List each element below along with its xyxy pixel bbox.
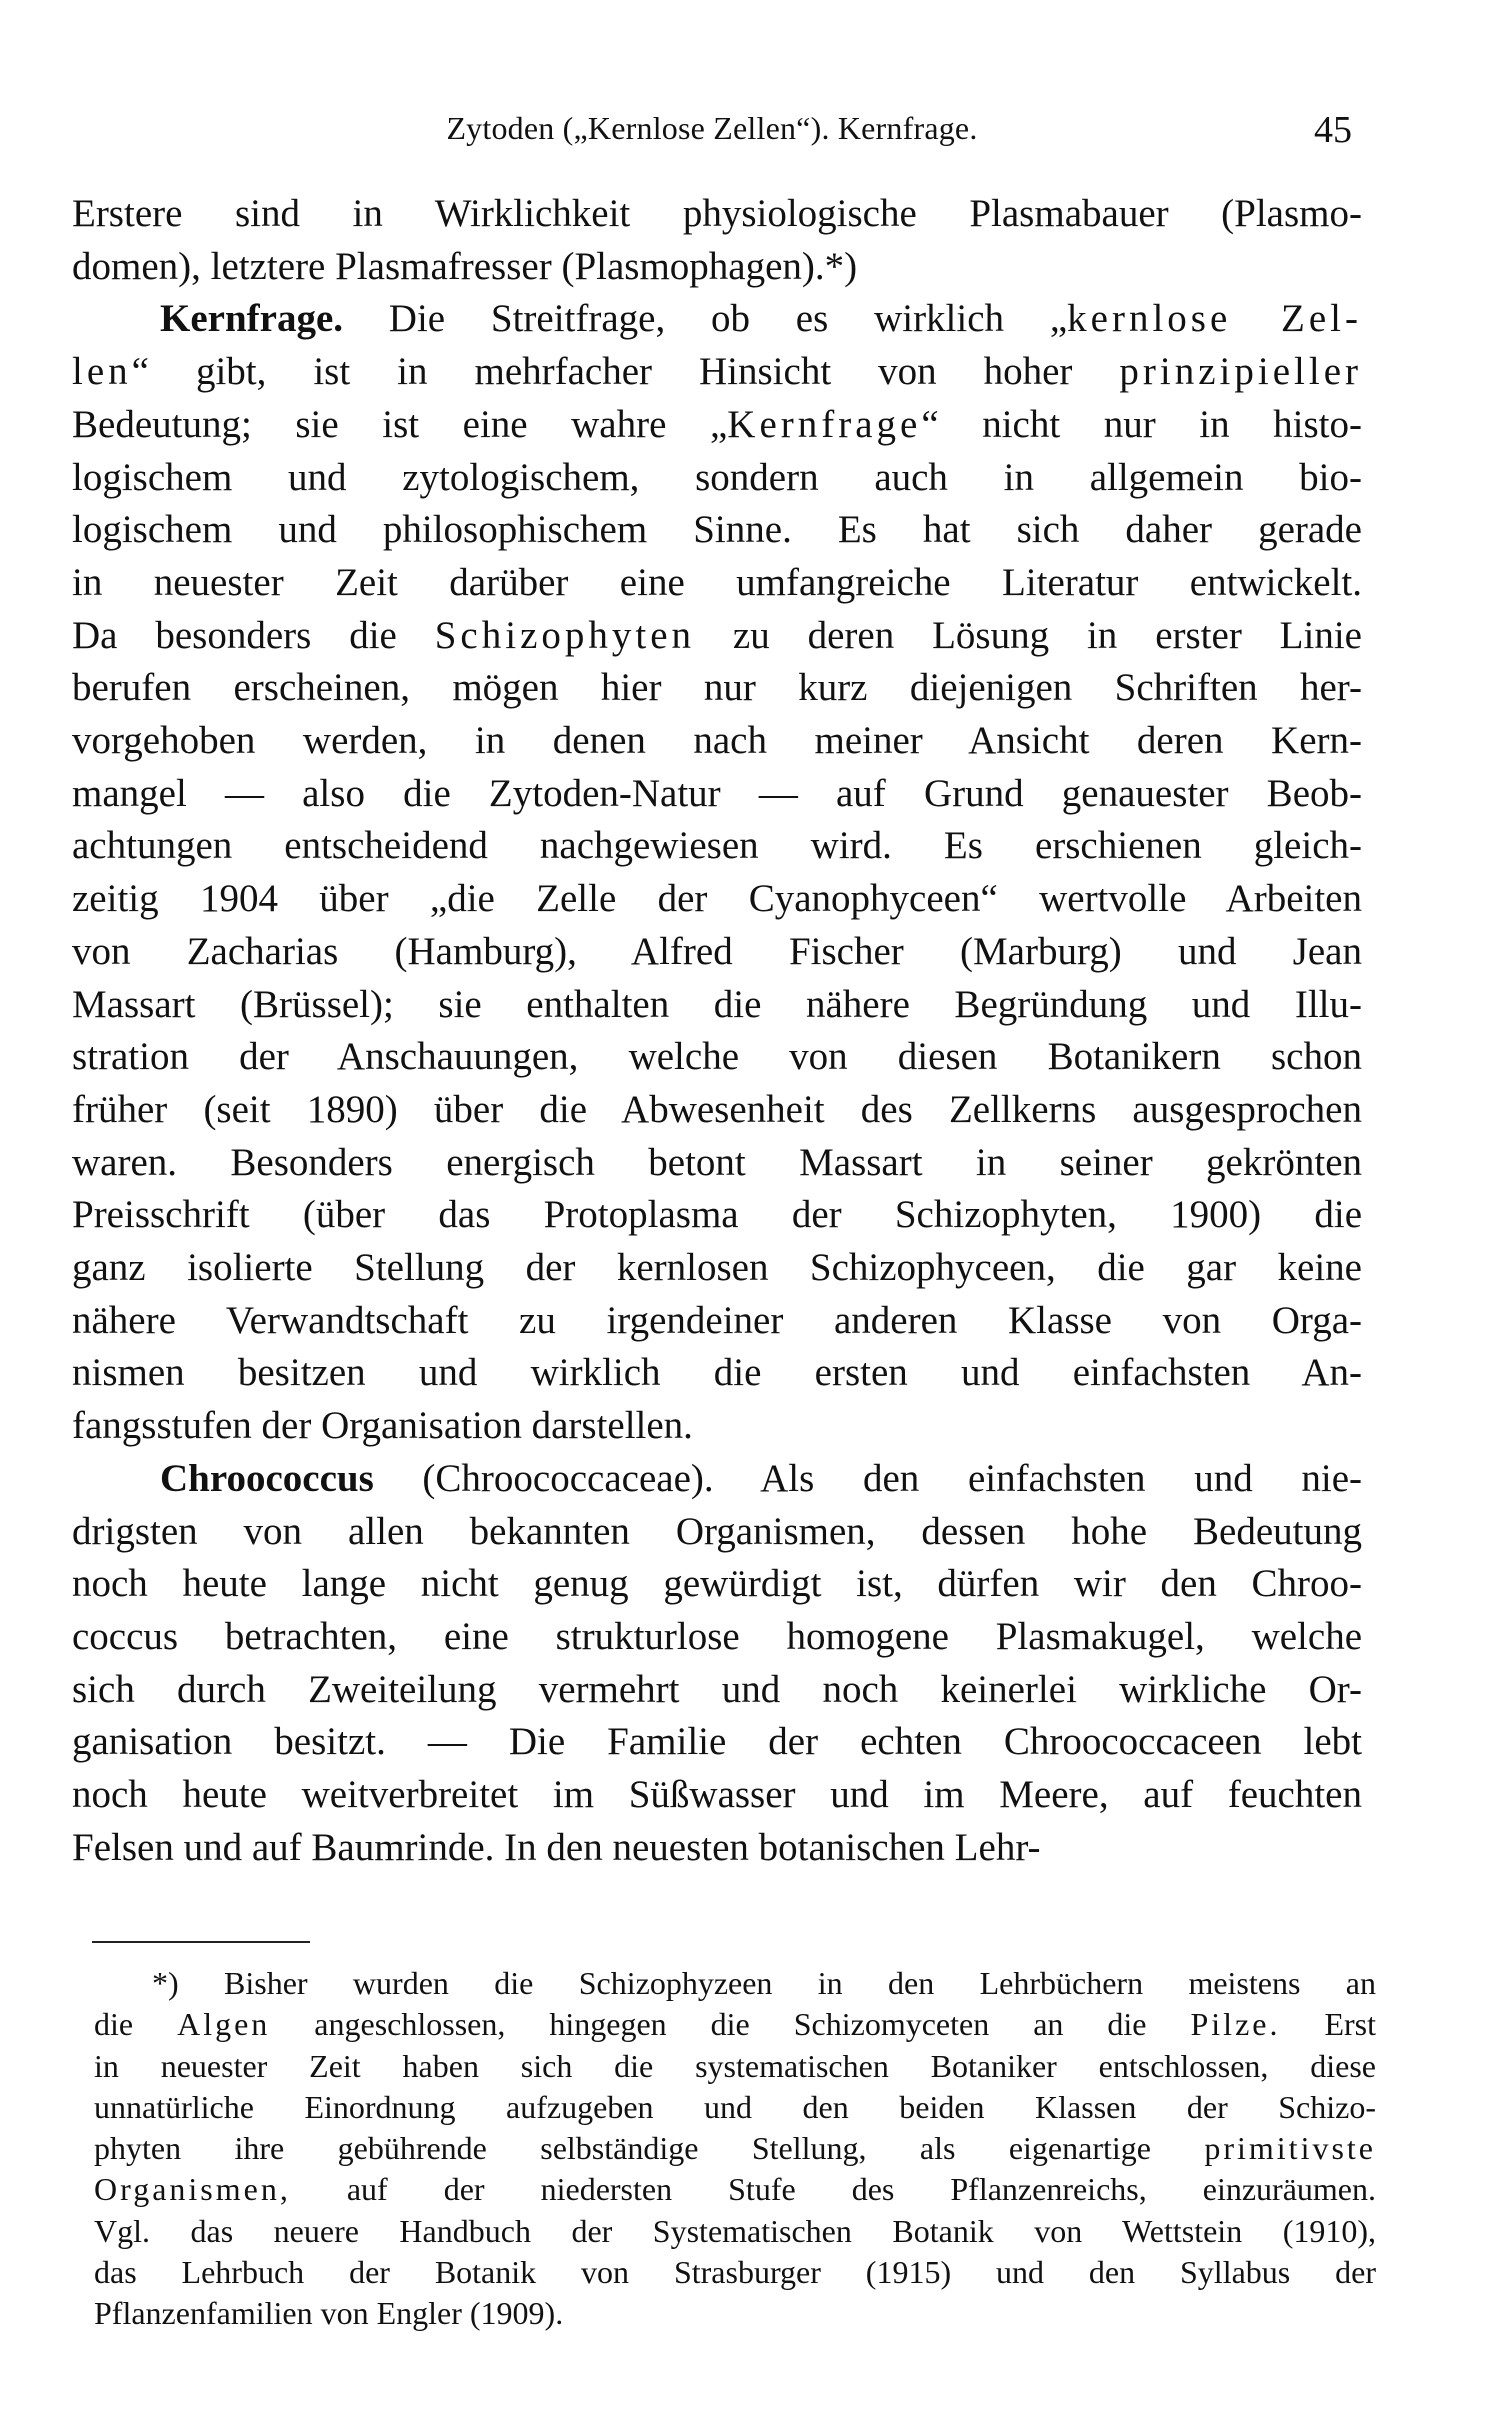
text-run: noch heute lange nicht genug gewürdigt ist, dürfen wir den Chroo- — [72, 1562, 1362, 1606]
text-run: zu deren Lösung in erster Linie — [695, 613, 1362, 657]
text-run: nismen besitzen und wirklich die ersten und einfachsten An- — [72, 1351, 1362, 1395]
text-run: unnatürliche Einordnung aufzugeben und den beiden Klassen der Schizo- — [94, 2088, 1376, 2125]
text-run: coccus betrachten, eine strukturlose homogene Plasmakugel, welche — [72, 1614, 1362, 1658]
text-line — [72, 1558, 1362, 1611]
text-run: Pflanzenfamilien von Engler (1909). — [94, 2295, 564, 2332]
text-line — [72, 557, 1362, 610]
text-line — [72, 1664, 1362, 1717]
bold-run-in-heading: Chroococcus — [160, 1456, 374, 1500]
text-line — [72, 979, 1362, 1032]
text-run: (Chroococcaceae). Als den einfachsten und nie- — [373, 1456, 1362, 1500]
spaced-emphasis: len — [72, 350, 132, 394]
footnote-line — [94, 2169, 1376, 2210]
body-text — [72, 188, 1362, 1875]
bold-run-in-heading: Kernfrage. — [160, 297, 344, 341]
text-line — [72, 926, 1362, 979]
text-run: achtungen entscheidend nachgewiesen wird. Es erschienen gleich- — [72, 824, 1362, 868]
spaced-emphasis: Kernfrage — [727, 402, 922, 446]
text-line — [72, 610, 1362, 663]
footnote-separator — [92, 1941, 310, 1943]
text-line — [72, 399, 1362, 452]
text-run: ganisation besitzt. — Die Familie der echten Chroococcaceen lebt — [72, 1720, 1362, 1764]
text-run: in neuester Zeit darüber eine umfangreiche Literatur entwickelt. — [72, 560, 1362, 604]
text-run: Massart (Brüssel); sie enthalten die nähere Begründung und Illu- — [72, 982, 1362, 1026]
text-run: logischem und philosophischem Sinne. Es hat sich daher gerade — [72, 508, 1362, 552]
text-line — [72, 715, 1362, 768]
text-run: domen), letztere Plasmafresser (Plasmophagen).*) — [72, 244, 858, 288]
page-number: 45 — [1314, 109, 1352, 151]
text-run: Vgl. das neuere Handbuch der Systematischen Botanik von Wettstein (1910), — [94, 2212, 1376, 2249]
text-run: “ nicht nur in histo- — [921, 402, 1363, 446]
spaced-emphasis: kernlose Zel- — [1067, 297, 1362, 341]
footnote-line — [94, 1963, 1376, 2004]
running-head — [72, 110, 1352, 166]
text-line — [72, 1506, 1362, 1559]
text-run: von Zacharias (Hamburg), Alfred Fischer (Marburg) und Jean — [72, 929, 1362, 973]
text-run: das Lehrbuch der Botanik von Strasburger (1915) und den Syllabus der — [94, 2254, 1376, 2291]
footnote-line — [94, 2087, 1376, 2128]
text-run: fangsstufen der Organisation darstellen. — [72, 1404, 693, 1448]
text-run: logischem und zytologischem, sondern auch in allgemein bio- — [72, 455, 1362, 499]
text-run: Die Streitfrage, ob es wirklich „ — [343, 297, 1068, 341]
text-line — [72, 1189, 1362, 1242]
text-line — [72, 241, 1362, 294]
text-line — [72, 188, 1362, 241]
spaced-emphasis: prinzipieller — [1119, 350, 1362, 394]
footnote-line — [94, 2046, 1376, 2087]
text-line — [72, 1769, 1362, 1822]
text-line — [72, 1295, 1362, 1348]
text-run: Erst — [1280, 2006, 1377, 2043]
spaced-emphasis: Schizophyten — [434, 613, 696, 657]
text-run: Preisschrift (über das Protoplasma der Schizophyten, 1900) die — [72, 1193, 1362, 1237]
text-line — [72, 293, 1362, 346]
text-run: Felsen und auf Baumrinde. In den neuesten botanischen Lehr- — [72, 1825, 1041, 1869]
text-run: auf der niedersten Stufe des Pflanzenreichs, einzuräumen. — [290, 2171, 1376, 2208]
footnote — [94, 1963, 1376, 2335]
spaced-emphasis: Pilze. — [1190, 2006, 1281, 2043]
text-run: angeschlossen, hingegen die Schizomyceten an die — [270, 2006, 1191, 2043]
text-run: drigsten von allen bekannten Organismen, dessen hohe Bedeutung — [72, 1509, 1362, 1553]
text-run: in neuester Zeit haben sich die systematischen Botaniker entschlossen, diese — [94, 2047, 1376, 2084]
footnote-line — [94, 2252, 1376, 2293]
text-run: stration der Anschauungen, welche von diesen Botanikern schon — [72, 1035, 1362, 1079]
text-run: waren. Besonders energisch betont Massart in seiner gekrönten — [72, 1140, 1362, 1184]
text-line — [72, 873, 1362, 926]
text-run: noch heute weitverbreitet im Süßwasser und im Meere, auf feuchten — [72, 1773, 1362, 1817]
text-line — [72, 1031, 1362, 1084]
footnote-line — [94, 2293, 1376, 2334]
spaced-emphasis: Organismen, — [94, 2171, 291, 2208]
text-run: Erstere sind in Wirklichkeit physiologische Plasmabauer (Plasmo- — [72, 192, 1362, 235]
text-line — [72, 504, 1362, 557]
text-run: berufen erscheinen, mögen hier nur kurz diejenigen Schriften her- — [72, 666, 1362, 710]
text-line — [72, 820, 1362, 873]
text-run: zeitig 1904 über „die Zelle der Cyanophyceen“ wertvolle Arbeiten — [72, 877, 1362, 921]
text-run: Da besonders die — [72, 613, 435, 657]
footnote-line — [94, 2128, 1376, 2169]
text-line — [72, 1453, 1362, 1506]
text-run: “ gibt, ist in mehrfacher Hinsicht von hoher — [131, 350, 1120, 394]
text-run: die — [94, 2006, 178, 2043]
text-run: phyten ihre gebührende selbständige Stellung, als eigenartige — [94, 2130, 1205, 2167]
spaced-emphasis: primitivste — [1204, 2130, 1376, 2167]
text-line — [72, 1822, 1362, 1875]
text-line — [72, 346, 1362, 399]
text-run: sich durch Zweiteilung vermehrt und noch keinerlei wirkliche Or- — [72, 1667, 1362, 1711]
text-line — [72, 1084, 1362, 1137]
text-line — [72, 452, 1362, 505]
text-run: *) Bisher wurden die Schizophyzeen in den Lehrbüchern meistens an — [152, 1965, 1376, 2001]
text-run: Bedeutung; sie ist eine wahre „ — [72, 402, 728, 446]
running-title: Zytoden („Kernlose Zellen“). Kernfrage. — [446, 110, 978, 146]
text-line — [72, 1716, 1362, 1769]
text-run: ganz isolierte Stellung der kernlosen Schizophyceen, die gar keine — [72, 1246, 1362, 1290]
text-line — [72, 662, 1362, 715]
text-run: früher (seit 1890) über die Abwesenheit des Zellkerns ausgesprochen — [72, 1087, 1362, 1131]
text-run: nähere Verwandtschaft zu irgendeiner anderen Klasse von Orga- — [72, 1298, 1362, 1342]
text-run: mangel — also die Zytoden-Natur — auf Grund genauester Beob- — [72, 771, 1362, 815]
text-line — [72, 1347, 1362, 1400]
text-line — [72, 1137, 1362, 1190]
footnote-line — [94, 2211, 1376, 2252]
text-line — [72, 1611, 1362, 1664]
text-run: vorgehoben werden, in denen nach meiner Ansicht deren Kern- — [72, 719, 1362, 763]
footnote-line — [94, 2004, 1376, 2045]
spaced-emphasis: Algen — [177, 2006, 271, 2043]
text-line — [72, 1400, 1362, 1453]
text-line — [72, 768, 1362, 821]
text-line — [72, 1242, 1362, 1295]
